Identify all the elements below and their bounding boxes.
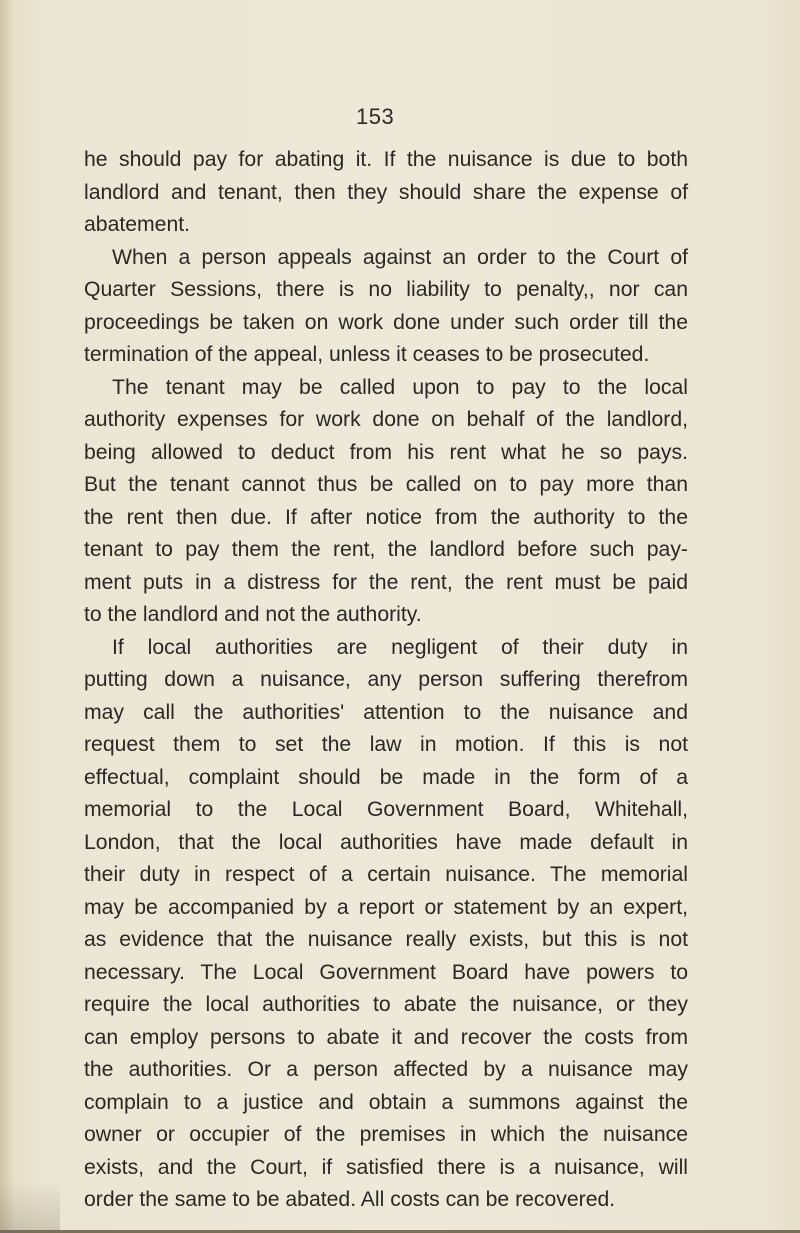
- text-line: he should pay for abating it. If the nuisance is due to both: [84, 148, 688, 171]
- text-line: If local authorities are negligent of their duty in: [112, 635, 688, 659]
- text-line: as evidence that the nuisance really exists, but this is not: [84, 928, 688, 951]
- text-line: termination of the appeal, unless it ceases to be prosecuted.: [84, 343, 650, 366]
- text-line: effectual, complaint should be made in the form of a: [84, 765, 688, 789]
- text-line: memorial to the Local Government Board, Whitehall,: [84, 798, 688, 821]
- text-line: When a person appeals against an order to the Court of: [112, 245, 688, 269]
- text-line: authority expenses for work done on behalf of the landlord,: [84, 408, 688, 431]
- page-gutter: [0, 0, 14, 1233]
- text-line: landlord and tenant, then they should share the expense of: [84, 180, 688, 204]
- text-line: abatement.: [84, 213, 191, 236]
- text-line: may be accompanied by a report or statement by an expert,: [84, 895, 688, 919]
- text-line: putting down a nuisance, any person suffering therefrom: [84, 668, 688, 691]
- text-line: order the same to be abated. All costs can be recovered.: [84, 1188, 616, 1211]
- text-line: London, that the local authorities have made default in: [84, 830, 688, 854]
- text-line: complain to a justice and obtain a summons against the: [84, 1090, 688, 1114]
- text-line: necessary. The Local Government Board have powers to: [84, 960, 688, 984]
- text-line: But the tenant cannot thus be called on to pay more than: [84, 473, 688, 496]
- text-line: proceedings be taken on work done under such order till the: [84, 310, 688, 334]
- text-line: Quarter Sessions, there is no liability to penalty,, nor can: [84, 278, 688, 301]
- text-line: request them to set the law in motion. If this is not: [84, 733, 688, 756]
- text-line: being allowed to deduct from his rent what he so pays.: [84, 440, 688, 464]
- gutter-shadow: [0, 1180, 60, 1233]
- text-line: exists, and the Court, if satisfied there is a nuisance, will: [84, 1155, 688, 1179]
- text-line: their duty in respect of a certain nuisance. The memorial: [84, 863, 688, 886]
- text-line: the authorities. Or a person affected by a nuisance may: [84, 1058, 688, 1081]
- text-line: can employ persons to abate it and recover the costs from: [84, 1025, 688, 1049]
- text-line: ment puts in a distress for the rent, the rent must be paid: [84, 570, 688, 594]
- page-number: 153: [356, 104, 395, 129]
- text-line: require the local authorities to abate the nuisance, or they: [84, 993, 688, 1016]
- text-line: may call the authorities' attention to the nuisance and: [84, 700, 688, 724]
- text-line: The tenant may be called upon to pay to the local: [112, 375, 688, 399]
- body-text: [84, 144, 688, 1217]
- text-line: the rent then due. If after notice from the authority to the: [84, 505, 688, 529]
- text-line: owner or occupier of the premises in which the nuisance: [84, 1123, 688, 1146]
- text-line: tenant to pay them the rent, the landlord before such pay-: [84, 538, 688, 561]
- text-line: to the landlord and not the authority.: [84, 603, 422, 626]
